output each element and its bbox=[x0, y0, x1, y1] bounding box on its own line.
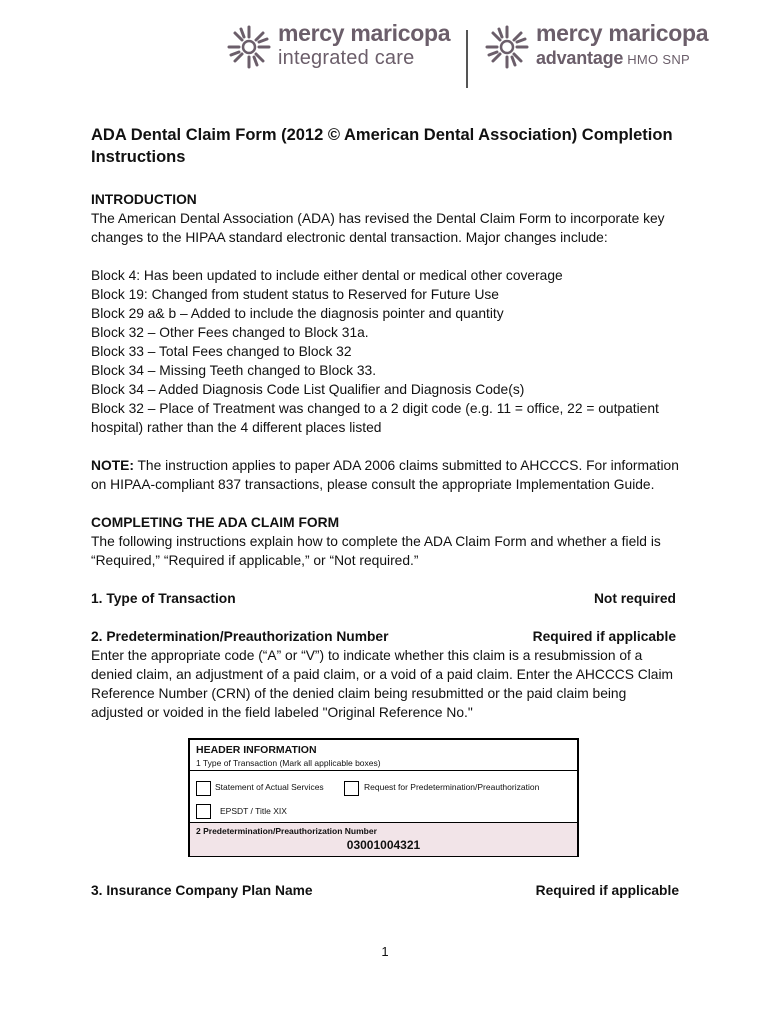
note-label: NOTE: bbox=[91, 458, 134, 473]
logo-tagline bbox=[536, 46, 708, 72]
intro-line: The American Dental Association (ADA) has revised the Dental Claim Form to incorporate key bbox=[91, 211, 665, 226]
field-1-label: 1. Type of Transaction bbox=[91, 591, 236, 606]
change-item: Block 32 – Other Fees changed to Block 31a. bbox=[91, 325, 369, 340]
logo-divider bbox=[466, 30, 468, 88]
form-sample-box bbox=[188, 738, 579, 857]
preauth-number-field bbox=[190, 822, 577, 856]
note-text: The instruction applies to paper ADA 2006 claims submitted to AHCCCS. For information bbox=[133, 458, 679, 473]
page-number: 1 bbox=[381, 944, 389, 959]
checkbox-label: EPSDT / Title XIX bbox=[220, 806, 287, 816]
checkbox-label: Request for Predetermination/Preauthorization bbox=[364, 782, 540, 792]
note-paragraph bbox=[91, 456, 679, 475]
checkbox-label: Statement of Actual Services bbox=[215, 782, 324, 792]
field-2-label: 2. Predetermination/Preauthorization Number bbox=[91, 629, 389, 644]
field-1-requirement: Not required bbox=[593, 591, 676, 606]
change-item: Block 33 – Total Fees changed to Block 32 bbox=[91, 344, 352, 359]
completing-line: The following instructions explain how to complete the ADA Claim Form and whether a field is bbox=[91, 534, 661, 549]
change-item: Block 32 – Place of Treatment was changed to a 2 digit code (e.g. 11 = office, 22 = outpatient bbox=[91, 401, 659, 416]
document-title: ADA Dental Claim Form (2012 © American Dental Association) Completion Instructions bbox=[91, 126, 673, 166]
note-line: on HIPAA-compliant 837 transactions, please consult the appropriate Implementation Guide. bbox=[91, 477, 655, 492]
divider bbox=[190, 770, 577, 771]
field-2-line: Enter the appropriate code (“A” or “V”) to indicate whether this claim is a resubmission of a bbox=[91, 648, 643, 663]
logo-brand: mercy maricopa bbox=[536, 20, 709, 46]
field-2-line: Reference Number (CRN) of the denied claim being resubmitted or the paid claim being bbox=[91, 686, 627, 701]
change-item: Block 34 – Added Diagnosis Code List Qualifier and Diagnosis Code(s) bbox=[91, 382, 525, 397]
change-item: hospital) rather than the 4 different places listed bbox=[91, 420, 382, 435]
header-logos bbox=[226, 18, 709, 76]
field-2-requirement: Required if applicable bbox=[532, 629, 676, 644]
change-item: Block 34 – Missing Teeth changed to Block 33. bbox=[91, 363, 377, 378]
change-item: Block 29 a& b – Added to include the diagnosis pointer and quantity bbox=[91, 306, 504, 321]
form-sample-header: HEADER INFORMATION bbox=[196, 744, 317, 756]
change-item: Block 19: Changed from student status to Reserved for Future Use bbox=[91, 287, 499, 302]
logo-brand: mercy maricopa bbox=[278, 20, 451, 46]
preauth-number-label: 2 Predetermination/Preauthorization Number bbox=[196, 826, 377, 836]
field-3-label: 3. Insurance Company Plan Name bbox=[91, 883, 313, 898]
intro-heading: INTRODUCTION bbox=[91, 192, 197, 207]
checkbox-epsdt[interactable] bbox=[196, 804, 211, 819]
field-2-line: denied claim, an adjustment of a paid claim, or a void of a paid claim. Enter the AHCCCS Claim bbox=[91, 667, 674, 682]
completing-line: “Required,” “Required if applicable,” or “Not required.” bbox=[91, 553, 419, 568]
starburst-logo-icon bbox=[226, 24, 272, 70]
change-item: Block 4: Has been updated to include either dental or medical other coverage bbox=[91, 268, 563, 283]
starburst-logo-icon bbox=[484, 24, 530, 70]
logo-tagline-suffix: HMO SNP bbox=[627, 52, 691, 67]
checkbox-predetermination[interactable] bbox=[344, 781, 359, 796]
checkbox-actual-services[interactable] bbox=[196, 781, 211, 796]
completing-heading: COMPLETING THE ADA CLAIM FORM bbox=[91, 515, 340, 530]
logo-tagline: integrated care bbox=[278, 47, 415, 69]
logo-tagline-main: advantage bbox=[536, 48, 624, 68]
form-sample-subheader: 1 Type of Transaction (Mark all applicable boxes) bbox=[196, 758, 381, 768]
preauth-number-value: 03001004321 bbox=[346, 838, 421, 852]
field-2-line: adjusted or voided in the field labeled "Original Reference No." bbox=[91, 705, 473, 720]
intro-line: changes to the HIPAA standard electronic dental transaction. Major changes include: bbox=[91, 230, 608, 245]
field-3-requirement: Required if applicable bbox=[535, 883, 679, 898]
